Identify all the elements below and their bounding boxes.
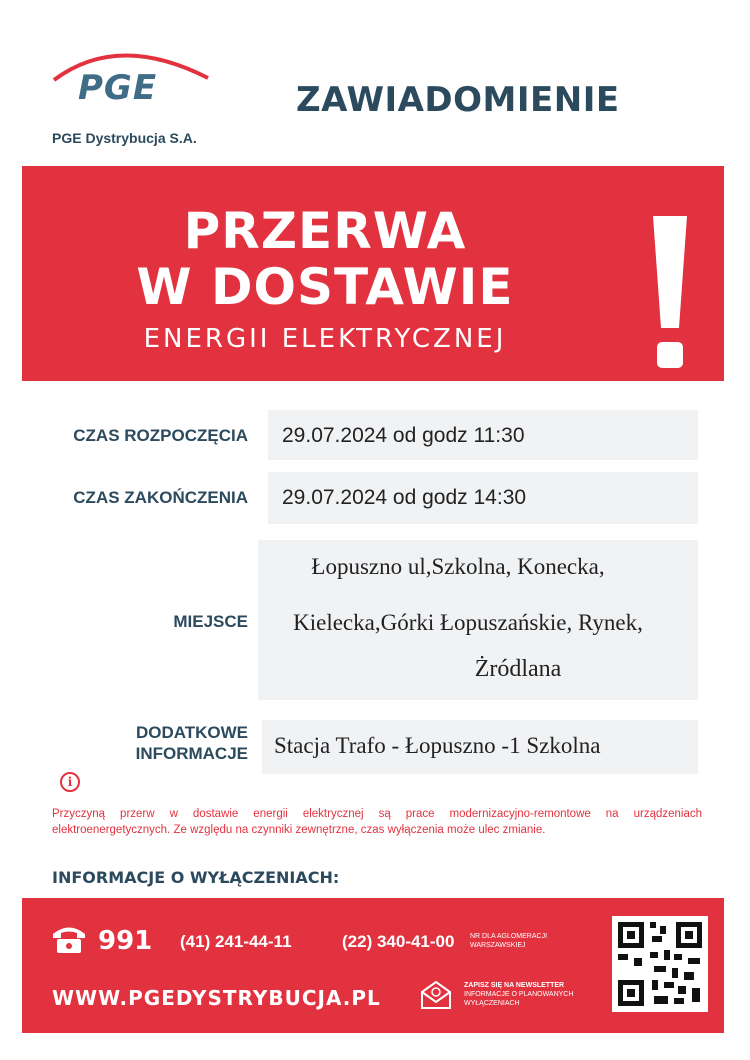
end-time-label: CZAS ZAKOŃCZENIA	[73, 488, 248, 507]
outage-info-heading: INFORMACJE O WYŁĄCZENIACH:	[52, 868, 340, 887]
start-time-box	[268, 410, 698, 460]
info-icon: i	[60, 772, 80, 792]
phone-number-1[interactable]: (41) 241-44-11	[180, 932, 292, 951]
qr-code-icon	[612, 916, 708, 1012]
logo-wordmark: PGE	[78, 68, 158, 108]
extra-info-label	[50, 722, 248, 764]
newsletter-title: ZAPISZ SIĘ NA NEWSLETTER	[464, 982, 565, 989]
qr-code[interactable]	[612, 916, 708, 1012]
end-time-box	[268, 472, 698, 524]
mail-icon	[420, 980, 452, 1010]
disclaimer-text: Przyczyną przerw w dostawie energii elektrycznej są prace modernizacyjno-remontowe na urządzeniach elektroenergetycznych. Ze względu na czynniki zewnętrzne, czas wyłączenia może ulec zmianie.	[52, 808, 702, 836]
exclamation-icon	[650, 216, 690, 386]
phone-number-2[interactable]: (22) 340-41-00	[342, 932, 455, 951]
extra-info-box	[262, 720, 698, 774]
place-label: MIEJSCE	[173, 612, 248, 631]
start-time-value: 29.07.2024 od godz 11:30	[282, 424, 525, 447]
banner-line-2: W DOSTAWIE	[136, 258, 514, 316]
place-box	[258, 540, 698, 700]
place-line: Kielecka,Górki Łopuszańskie, Rynek,	[293, 610, 643, 635]
notice-title: ZAWIADOMIENIE	[296, 80, 620, 120]
contact-footer	[22, 898, 724, 1033]
outage-banner	[22, 166, 724, 381]
start-time-label: CZAS ROZPOCZĘCIA	[73, 426, 248, 445]
place-line: Łopuszno ul,Szkolna, Konecka,	[311, 554, 605, 579]
website-link[interactable]: WWW.PGEDYSTRYBUCJA.PL	[52, 986, 381, 1010]
extra-info-label-line-2: INFORMACJE	[135, 744, 248, 763]
phone-icon	[52, 924, 86, 954]
extra-info-label-line-1: DODATKOWE	[135, 723, 248, 742]
newsletter-description: INFORMACJE O PLANOWANYCH WYŁĄCZENIACH	[464, 991, 574, 1007]
hotline-number[interactable]: 991	[98, 926, 153, 956]
pge-logo	[48, 38, 228, 153]
place-line: Żródlana	[474, 656, 562, 682]
banner-line-3: ENERGII ELEKTRYCZNEJ	[143, 324, 507, 354]
extra-info-value: Stacja Trafo - Łopuszno -1 Szkolna	[274, 733, 601, 758]
end-time-value: 29.07.2024 od godz 14:30	[282, 486, 527, 509]
phone-2-note: NR DLA AGLOMERACJI WARSZAWSKIEJ	[470, 933, 548, 949]
banner-line-1: PRZERWA	[183, 202, 467, 260]
newsletter-signup[interactable]	[464, 981, 614, 1008]
company-name: PGE Dystrybucja S.A.	[52, 130, 197, 146]
